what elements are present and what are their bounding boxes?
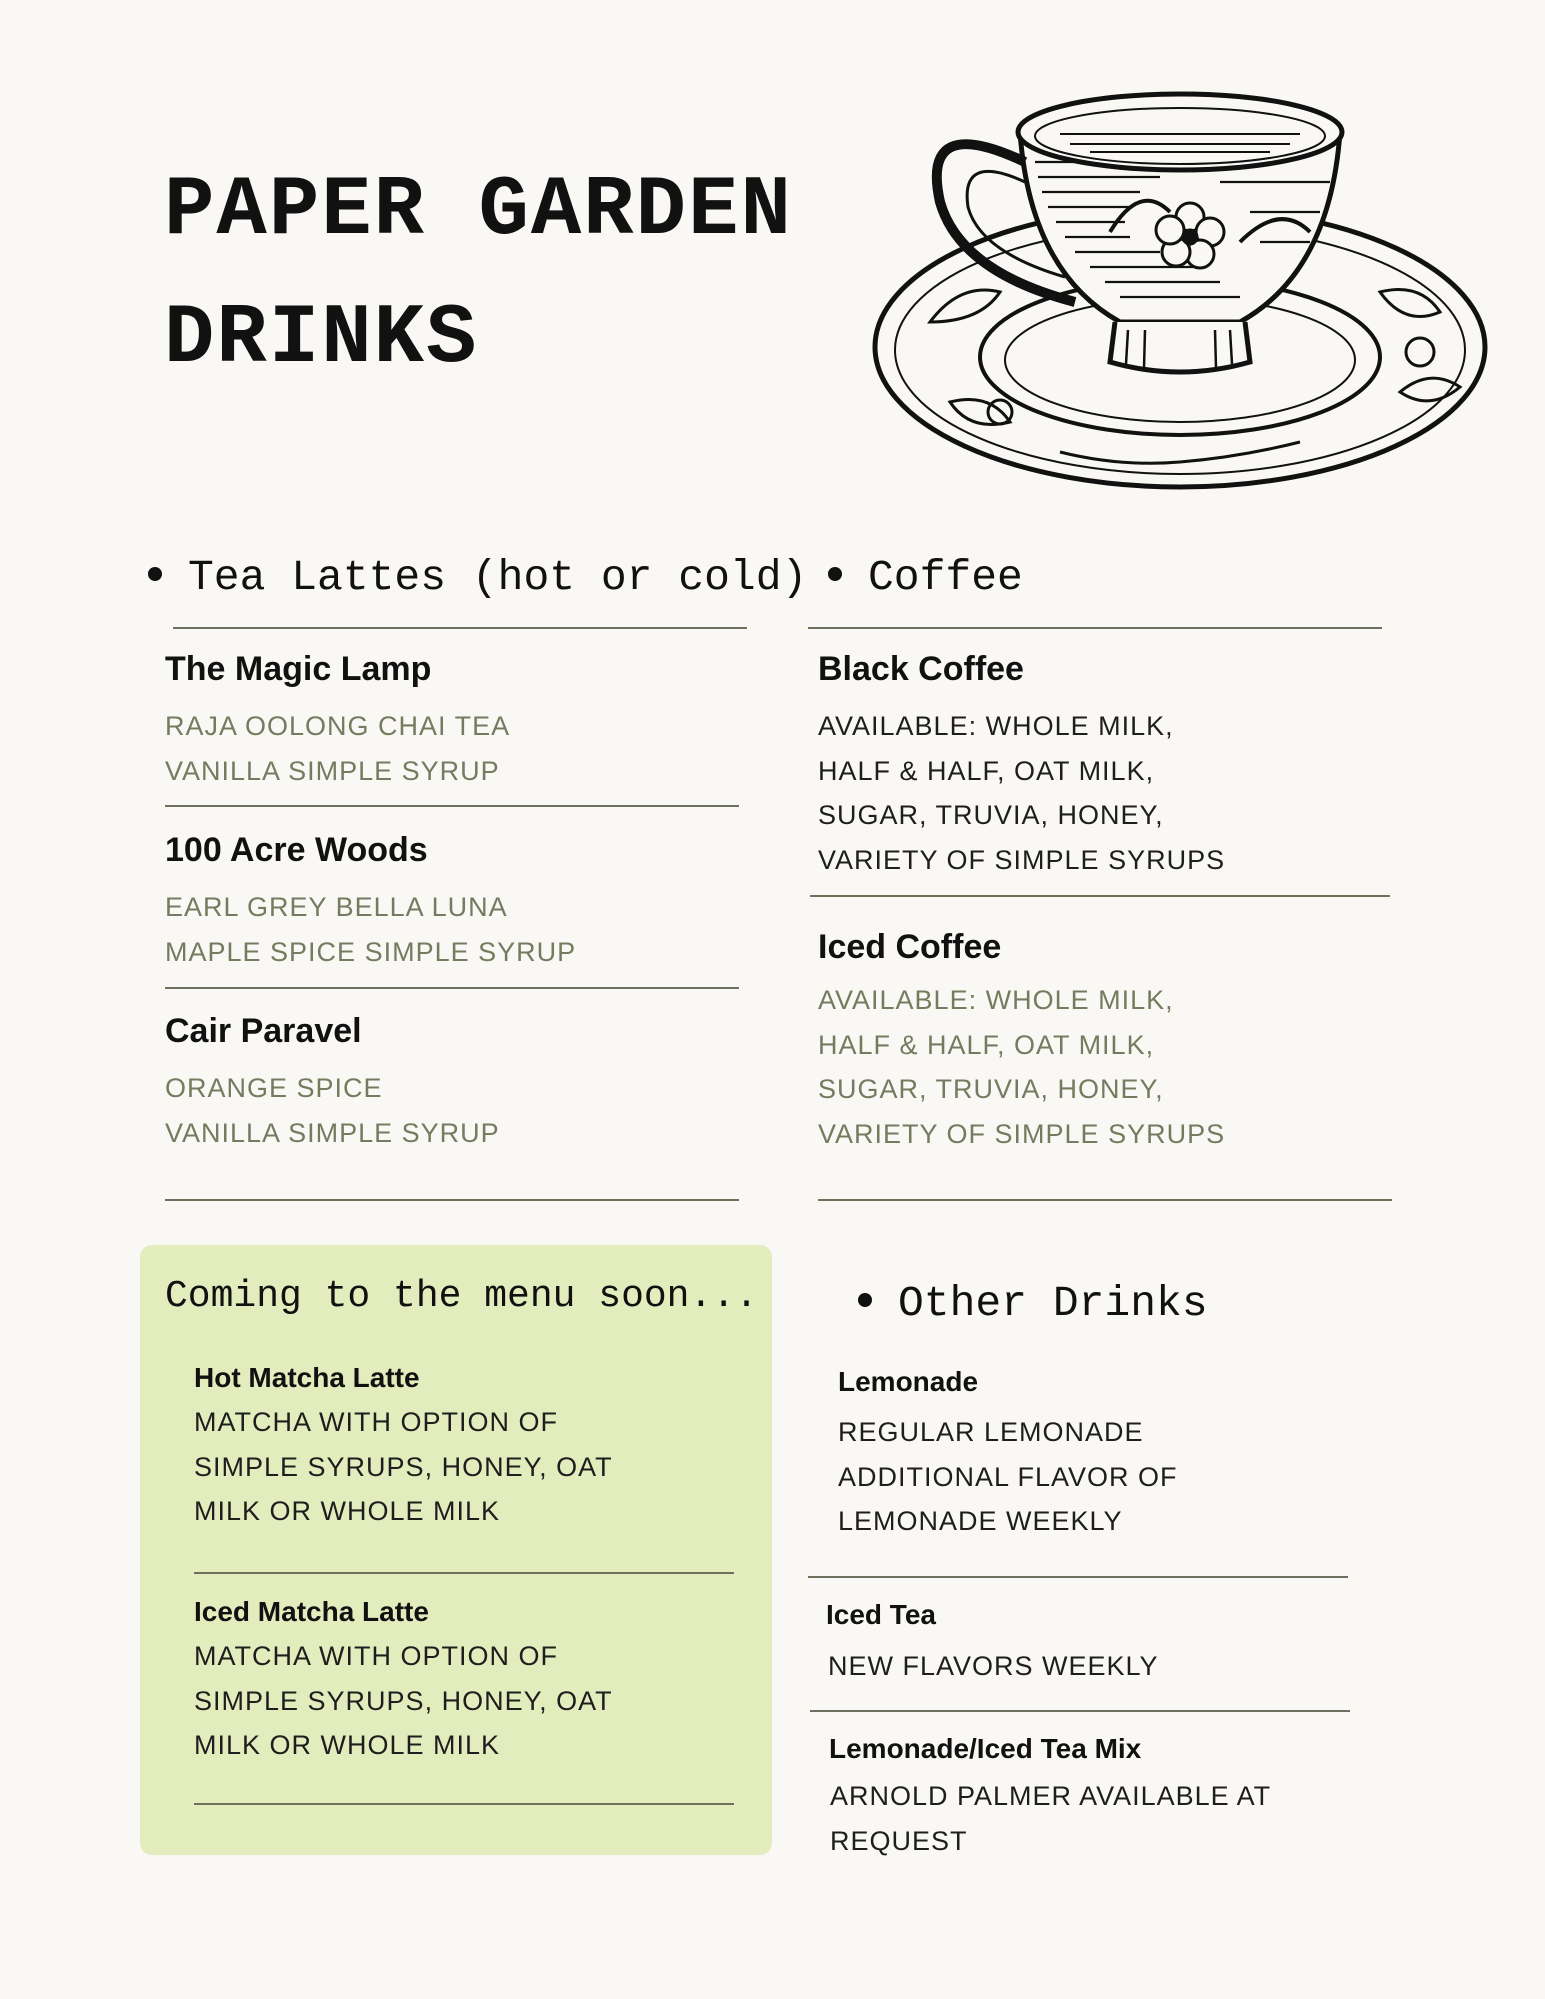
title-line-2: DRINKS xyxy=(164,292,479,387)
description-line: VANILLA SIMPLE SYRUP xyxy=(165,1117,500,1148)
description-line: AVAILABLE: WHOLE MILK, xyxy=(818,711,1174,741)
menu-item-name: 100 Acre Woods xyxy=(165,831,428,869)
description-line: ARNOLD PALMER AVAILABLE AT xyxy=(830,1781,1272,1811)
description-line: SUGAR, TRUVIA, HONEY, xyxy=(818,800,1164,831)
description-line: VARIETY OF SIMPLE SYRUPS xyxy=(818,1118,1226,1149)
description-line: SUGAR, TRUVIA, HONEY, xyxy=(818,1074,1164,1105)
description-line: MATCHA WITH OPTION OF xyxy=(194,1641,558,1671)
other-drinks-heading xyxy=(858,1279,1208,1328)
menu-item-description xyxy=(165,885,576,974)
bullet-icon xyxy=(858,1293,872,1307)
description-line: ADDITIONAL FLAVOR OF xyxy=(838,1461,1178,1492)
menu-item-name: Cair Paravel xyxy=(165,1012,362,1050)
divider xyxy=(818,1199,1392,1201)
divider xyxy=(194,1803,734,1805)
page-title xyxy=(164,148,793,404)
description-line: SIMPLE SYRUPS, HONEY, OAT xyxy=(194,1451,613,1482)
description-line: REGULAR LEMONADE xyxy=(838,1417,1144,1447)
divider xyxy=(194,1572,734,1574)
teacup-saucer-illustration xyxy=(860,72,1500,502)
description-line: VANILLA SIMPLE SYRUP xyxy=(165,755,500,786)
divider xyxy=(808,1576,1348,1578)
other-drinks-heading-text: Other Drinks xyxy=(898,1279,1208,1328)
menu-item-description xyxy=(828,1644,1159,1689)
description-line: NEW FLAVORS WEEKLY xyxy=(828,1651,1159,1681)
divider xyxy=(165,1199,739,1201)
description-line: VARIETY OF SIMPLE SYRUPS xyxy=(818,844,1226,875)
description-line: RAJA OOLONG CHAI TEA xyxy=(165,711,511,741)
description-line: HALF & HALF, OAT MILK, xyxy=(818,1029,1155,1060)
bullet-icon xyxy=(148,567,162,581)
menu-item-name: Iced Tea xyxy=(826,1599,936,1630)
tea-lattes-heading xyxy=(148,553,808,602)
menu-item-name: Lemonade xyxy=(838,1366,979,1397)
description-line: ORANGE SPICE xyxy=(165,1073,383,1103)
description-line: SIMPLE SYRUPS, HONEY, OAT xyxy=(194,1685,613,1716)
menu-item-description xyxy=(165,704,510,793)
menu-item-description xyxy=(194,1634,613,1768)
coffee-heading xyxy=(828,553,1023,602)
menu-item-description xyxy=(830,1774,1271,1863)
menu-item-description xyxy=(194,1400,613,1534)
divider xyxy=(810,895,1390,897)
title-line-1: PAPER GARDEN xyxy=(164,164,793,259)
divider xyxy=(165,805,739,807)
description-line: MAPLE SPICE SIMPLE SYRUP xyxy=(165,936,577,967)
bullet-icon xyxy=(828,567,842,581)
description-line: EARL GREY BELLA LUNA xyxy=(165,892,508,922)
menu-item-description xyxy=(818,704,1225,882)
description-line: MILK OR WHOLE MILK xyxy=(194,1730,501,1761)
description-line: MATCHA WITH OPTION OF xyxy=(194,1407,558,1437)
menu-item-name: Iced Coffee xyxy=(818,928,1002,966)
menu-item-description xyxy=(165,1066,500,1155)
tea-lattes-heading-text: Tea Lattes (hot or cold) xyxy=(188,553,808,602)
description-line: HALF & HALF, OAT MILK, xyxy=(818,755,1155,786)
description-line: LEMONADE WEEKLY xyxy=(838,1506,1123,1537)
coming-soon-heading: Coming to the menu soon... xyxy=(165,1275,758,1318)
description-line: AVAILABLE: WHOLE MILK, xyxy=(818,985,1174,1015)
description-line: REQUEST xyxy=(830,1825,968,1856)
menu-item-name: Iced Matcha Latte xyxy=(194,1596,429,1627)
divider xyxy=(810,1710,1350,1712)
menu-item-name: The Magic Lamp xyxy=(165,650,432,688)
menu-item-description xyxy=(818,978,1225,1156)
divider xyxy=(165,987,739,989)
menu-item-name: Hot Matcha Latte xyxy=(194,1362,420,1393)
coffee-heading-text: Coffee xyxy=(868,553,1023,602)
menu-item-name: Lemonade/Iced Tea Mix xyxy=(829,1733,1142,1764)
menu-item-description xyxy=(838,1410,1178,1544)
description-line: MILK OR WHOLE MILK xyxy=(194,1496,501,1527)
divider xyxy=(808,627,1382,629)
menu-item-name: Black Coffee xyxy=(818,650,1024,688)
divider xyxy=(173,627,747,629)
